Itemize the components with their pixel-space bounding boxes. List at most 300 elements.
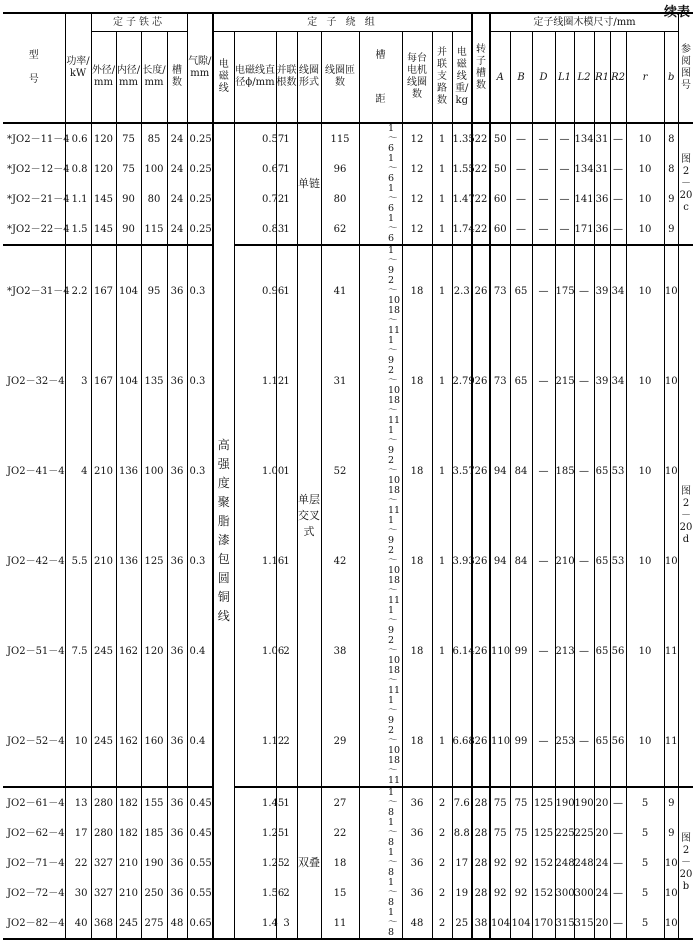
slot-pitch-line: 2～10 (388, 545, 401, 576)
mold-r-cell: 5 (626, 878, 664, 908)
power-cell: 7.5 (65, 606, 91, 696)
coil-turns-cell: 22 (321, 818, 359, 848)
mold-D-cell: 125 (532, 787, 555, 818)
wire-dia-cell: 1.12 (262, 735, 285, 747)
mold-r-cell: 10 (626, 214, 664, 245)
coils-cell: 48 (402, 908, 432, 939)
outer-dia-cell: 280 (91, 787, 116, 818)
slots-cell: 36 (167, 818, 187, 848)
figure-cell: 图2－20d (679, 245, 694, 787)
power-cell: 0.8 (65, 154, 91, 184)
length-cell: 100 (141, 426, 167, 516)
mold-R2-cell: 34 (610, 336, 626, 426)
dia-gap-cell (234, 245, 262, 336)
hdr-inner-dia: 内径/mm (116, 32, 141, 124)
outer-dia-cell: 210 (91, 426, 116, 516)
slot-pitch-line: 1～6 (388, 183, 398, 214)
coil-form-cell: 单层交叉式 (297, 245, 321, 787)
wire-dia-cell: 0.96 (262, 245, 276, 336)
coil-turns-cell: 52 (321, 426, 359, 516)
coil-turns-cell: 29 (321, 696, 359, 787)
hdr-outer-dia: 外径/mm (91, 32, 116, 124)
model-cell: *JO2－31－4 (3, 245, 65, 336)
wire-dia-cell: 0.67 (262, 163, 285, 175)
mold-A-cell: 104 (490, 908, 510, 939)
dia-gap-cell (234, 214, 262, 245)
length-cell: 185 (141, 818, 167, 848)
table-row (3, 336, 693, 426)
mold-L2-cell: 300 (574, 878, 594, 908)
mold-R2-cell: — (610, 818, 626, 848)
hdr-mold: 定子线圈木模尺寸/mm (490, 13, 678, 32)
outer-dia-cell: 280 (91, 818, 116, 848)
hdr-coils-per-motor: 每台电机线圈数 (402, 32, 432, 124)
inner-dia-cell: 182 (116, 818, 141, 848)
mold-L2-cell: — (574, 336, 594, 426)
length-cell: 95 (141, 245, 167, 336)
mold-D-cell: — (532, 336, 555, 426)
mold-A-cell: 60 (490, 214, 510, 245)
coils-cell: 18 (402, 516, 432, 606)
outer-dia-cell: 120 (91, 123, 116, 154)
dia-gap-cell (234, 787, 262, 818)
coil-turns-cell: 11 (321, 908, 359, 939)
mold-R1-cell: 39 (594, 336, 610, 426)
coils-cell: 36 (402, 787, 432, 818)
table-row (3, 214, 693, 245)
mold-R1-cell: 39 (594, 245, 610, 336)
mold-D-cell: — (532, 123, 555, 154)
slot-pitch-cell (386, 123, 402, 154)
slots-cell: 36 (167, 245, 187, 336)
mold-A-cell: 92 (490, 848, 510, 878)
mold-B-cell: 84 (510, 516, 532, 606)
table-row (3, 516, 693, 606)
outer-dia-cell: 245 (91, 696, 116, 787)
mold-L1-cell: 253 (555, 696, 574, 787)
length-cell: 120 (141, 606, 167, 696)
parallel-cell: 1 (276, 336, 297, 426)
mold-A-cell: 50 (490, 154, 510, 184)
model-cell: JO2－72－4 (7, 887, 65, 899)
slot-pitch-line: 2～10 (388, 635, 401, 666)
dia-gap-cell (234, 606, 262, 696)
mold-b-cell: 8 (664, 123, 678, 154)
inner-dia-cell: 136 (116, 426, 141, 516)
mold-B-cell: 99 (510, 606, 532, 696)
mold-R2-cell: 53 (610, 516, 626, 606)
mold-L1-cell: — (555, 154, 574, 184)
rotor-slots-cell: 26 (472, 696, 490, 787)
mold-r-cell: 10 (626, 184, 664, 214)
hdr-mold-L1: L1 (555, 32, 574, 124)
coil-turns-cell: 41 (321, 245, 359, 336)
wire-dia-cell: 1.45 (262, 787, 276, 818)
coil-turns-cell: 27 (321, 787, 359, 818)
dia-gap-cell (234, 848, 262, 878)
outer-dia-cell: 120 (91, 154, 116, 184)
mold-R2-cell: 56 (610, 696, 626, 787)
wire-weight-cell: 3.57 (452, 426, 472, 516)
model-cell: *JO2－11－4 (7, 133, 70, 145)
mold-R2-cell: 56 (610, 606, 626, 696)
hdr-mold-D: D (532, 32, 555, 124)
hdr-slots: 槽数 (167, 32, 187, 124)
mold-L1-cell: 315 (555, 908, 574, 939)
coil-turns-cell: 38 (321, 606, 359, 696)
slot-pitch-line: 1～9 (388, 695, 398, 726)
hdr-slot-pitch: 槽 距 (359, 32, 402, 124)
coils-cell: 18 (402, 336, 432, 426)
dia-gap-cell (234, 154, 262, 184)
mold-R1-cell: 31 (594, 123, 610, 154)
mold-b-cell: 11 (664, 696, 678, 787)
hdr-mold-A: A (490, 32, 510, 124)
mold-r-cell: 5 (626, 787, 664, 818)
airgap-cell: 0.3 (187, 516, 213, 606)
pitch-gap-cell (359, 908, 386, 939)
dia-gap-cell (234, 123, 262, 154)
outer-dia-cell: 167 (91, 245, 116, 336)
mold-A-cell: 73 (490, 336, 510, 426)
airgap-cell: 0.4 (187, 696, 213, 787)
power-cell: 13 (65, 787, 91, 818)
parallel-cell: 1 (276, 516, 297, 606)
mold-B-cell: 99 (510, 696, 532, 787)
slot-pitch-line: 1～8 (388, 907, 398, 938)
slot-pitch-line: 2～10 (388, 365, 401, 396)
parallel-cell: 2 (276, 848, 297, 878)
wire-dia-cell: 1.4 (262, 908, 276, 939)
model-cell: JO2－82－4 (3, 908, 65, 939)
length-cell: 160 (141, 696, 167, 787)
mold-r-cell: 10 (626, 516, 664, 606)
mold-D-cell: 152 (532, 848, 555, 878)
branches-cell: 1 (432, 123, 452, 154)
slot-pitch-line: 2～10 (388, 725, 401, 756)
mold-b-cell: 11 (664, 606, 678, 696)
mold-L1-cell: 190 (555, 787, 574, 818)
airgap-cell: 0.55 (187, 878, 213, 908)
airgap-cell: 0.55 (187, 848, 213, 878)
model-cell: JO2－51－4 (7, 645, 65, 657)
branches-cell: 2 (432, 787, 452, 818)
mold-R1-cell: 65 (594, 696, 610, 787)
mold-B-cell: — (510, 184, 532, 214)
rotor-slots-cell: 28 (472, 818, 490, 848)
rotor-slots-cell: 22 (472, 184, 490, 214)
pitch-gap-cell (359, 818, 386, 848)
coils-cell: 36 (402, 818, 432, 848)
outer-dia-cell: 368 (91, 908, 116, 939)
slot-pitch-line: 18～11 (388, 305, 401, 336)
hdr-mold-R2: R2 (610, 32, 626, 124)
model-cell: *JO2－12－4 (7, 163, 70, 175)
hdr-power: 功率/kW (65, 13, 91, 123)
mold-r-cell: 5 (626, 848, 664, 878)
mold-A-cell: 94 (490, 516, 510, 606)
slot-pitch-cell (386, 787, 402, 818)
slots-cell: 36 (167, 696, 187, 787)
dia-gap-cell (234, 426, 262, 516)
wire-weight-cell: 2.3 (452, 245, 472, 336)
parallel-cell: 2 (276, 606, 297, 696)
mold-R1-cell: 24 (594, 848, 610, 878)
power-cell: 10 (65, 696, 91, 787)
mold-A-cell: 75 (490, 818, 510, 848)
wire-dia-cell: 0.83 (262, 223, 285, 235)
parallel-cell: 1 (276, 245, 297, 336)
branches-cell: 1 (432, 696, 452, 787)
wire-weight-cell: 1.55 (452, 154, 472, 184)
coil-turns-cell: 31 (321, 336, 359, 426)
slots-cell: 36 (167, 878, 187, 908)
table-row (3, 848, 693, 878)
rotor-slots-cell: 28 (472, 787, 490, 818)
mold-D-cell: — (532, 606, 555, 696)
mold-L1-cell: — (555, 184, 574, 214)
mold-D-cell: 125 (532, 818, 555, 848)
slot-pitch-cell (386, 214, 402, 245)
rotor-slots-cell: 22 (472, 214, 490, 245)
rotor-slots-cell: 26 (472, 516, 490, 606)
coils-cell: 18 (402, 606, 432, 696)
mold-A-cell: 73 (490, 245, 510, 336)
table-row (3, 696, 693, 787)
inner-dia-cell: 90 (116, 184, 141, 214)
pitch-gap-cell (359, 787, 386, 818)
inner-dia-cell: 136 (116, 516, 141, 606)
mold-D-cell: — (532, 214, 555, 245)
wire-weight-cell: 19 (452, 878, 472, 908)
mold-B-cell: 65 (510, 245, 532, 336)
slot-pitch-cell (386, 154, 402, 184)
power-cell: 0.6 (65, 123, 91, 154)
wire-weight-cell: 1.74 (452, 214, 472, 245)
slot-pitch-cell (386, 878, 402, 908)
coils-cell: 12 (402, 184, 432, 214)
inner-dia-cell: 104 (116, 245, 141, 336)
hdr-coil-form: 线圈形式 (297, 32, 321, 124)
wire-dia-cell: 1.06 (262, 645, 285, 657)
slot-pitch-line: 1～9 (388, 425, 398, 456)
outer-dia-cell: 167 (91, 336, 116, 426)
branches-cell: 1 (432, 426, 452, 516)
rotor-slots-cell: 22 (472, 154, 490, 184)
pitch-gap-cell (359, 184, 386, 214)
slot-pitch-line: 18～11 (388, 665, 401, 696)
figure-cell: 图2－20c (679, 123, 694, 245)
slots-cell: 24 (167, 214, 187, 245)
wire-weight-cell: 2.79 (452, 336, 472, 426)
hdr-mold-B: B (510, 32, 532, 124)
branches-cell: 2 (432, 818, 452, 848)
mold-R1-cell: 20 (594, 818, 610, 848)
mold-L2-cell: 225 (574, 818, 594, 848)
inner-dia-cell: 210 (116, 848, 141, 878)
slot-pitch-line: 18～11 (388, 575, 401, 606)
dia-gap-cell (234, 184, 262, 214)
mold-R2-cell: — (610, 184, 626, 214)
rotor-slots-cell: 26 (472, 426, 490, 516)
model-cell: JO2－42－4 (7, 555, 65, 567)
mold-L2-cell: — (574, 696, 594, 787)
rotor-slots-cell: 26 (472, 336, 490, 426)
mold-L2-cell: — (574, 245, 594, 336)
mold-L1-cell: 225 (555, 818, 574, 848)
mold-b-cell: 10 (664, 426, 678, 516)
length-cell: 85 (141, 123, 167, 154)
branches-cell: 1 (432, 154, 452, 184)
mold-r-cell: 5 (626, 908, 664, 939)
figure-cell: 图2－20b (679, 787, 694, 939)
mold-L2-cell: — (574, 426, 594, 516)
slots-cell: 36 (167, 606, 187, 696)
outer-dia-cell: 245 (91, 606, 116, 696)
pitch-gap-cell (359, 214, 386, 245)
wire-dia-cell: 1.56 (262, 887, 285, 899)
wire-dia-cell: 1.25 (262, 827, 285, 839)
mold-R1-cell: 20 (594, 908, 610, 939)
table-row (3, 878, 693, 908)
slot-pitch-cell (386, 516, 402, 606)
dia-gap-cell (234, 908, 262, 939)
parallel-cell: 3 (276, 908, 297, 939)
mold-D-cell: 170 (532, 908, 555, 939)
parallel-cell: 1 (276, 184, 297, 214)
length-cell: 190 (141, 848, 167, 878)
mold-R2-cell: 53 (610, 426, 626, 516)
inner-dia-cell: 162 (116, 696, 141, 787)
power-cell: 3 (65, 336, 91, 426)
mold-b-cell: 10 (664, 908, 678, 939)
mold-D-cell: — (532, 696, 555, 787)
model-cell: JO2－32－4 (7, 375, 65, 387)
pitch-gap-cell (359, 154, 386, 184)
airgap-cell: 0.25 (187, 184, 213, 214)
mold-r-cell: 10 (626, 696, 664, 787)
rotor-slots-cell: 38 (472, 908, 490, 939)
power-cell: 1.5 (65, 214, 91, 245)
branches-cell: 2 (432, 878, 452, 908)
slot-pitch-cell (386, 908, 402, 939)
hdr-coil-turns: 线圈匝数 (321, 32, 359, 124)
length-cell: 125 (141, 516, 167, 606)
mold-L2-cell: 134 (574, 123, 594, 154)
mold-D-cell: — (532, 516, 555, 606)
wire-dia-cell: 1.25 (262, 857, 285, 869)
coil-turns-cell: 18 (321, 848, 359, 878)
slot-pitch-line: 18～11 (388, 485, 401, 516)
airgap-cell: 0.4 (187, 606, 213, 696)
mold-b-cell: 8 (664, 154, 678, 184)
hdr-winding: 定 子 绕 组 (213, 13, 472, 32)
coil-form-cell: 双叠 (297, 787, 321, 939)
model-cell: *JO2－21－4 (7, 193, 70, 205)
inner-dia-cell: 104 (116, 336, 141, 426)
dia-gap-cell (234, 336, 262, 426)
mold-L1-cell: 213 (555, 606, 574, 696)
mold-r-cell: 10 (626, 123, 664, 154)
inner-dia-cell: 75 (116, 123, 141, 154)
slot-pitch-cell (386, 184, 402, 214)
power-cell: 40 (65, 908, 91, 939)
model-cell: JO2－61－4 (3, 787, 65, 818)
mold-B-cell: — (510, 214, 532, 245)
power-cell: 2.2 (65, 245, 91, 336)
mold-b-cell: 10 (664, 336, 678, 426)
mold-B-cell: — (510, 123, 532, 154)
coils-cell: 36 (402, 848, 432, 878)
power-cell: 4 (65, 426, 91, 516)
mold-R1-cell: 24 (594, 878, 610, 908)
table-row (3, 787, 693, 818)
table-row (3, 123, 693, 154)
dia-gap-cell (234, 696, 262, 787)
slots-cell: 24 (167, 154, 187, 184)
slots-cell: 36 (167, 426, 187, 516)
power-cell: 22 (65, 848, 91, 878)
hdr-wire-dia: 电磁线直径ϕ/mm (234, 32, 276, 124)
coils-cell: 18 (402, 426, 432, 516)
coil-turns-cell: 62 (321, 214, 359, 245)
mold-L2-cell: 315 (574, 908, 594, 939)
pitch-gap-cell (359, 606, 386, 696)
rotor-slots-cell: 26 (472, 606, 490, 696)
slots-cell: 36 (167, 787, 187, 818)
pitch-gap-cell (359, 878, 386, 908)
mold-B-cell: 92 (510, 848, 532, 878)
outer-dia-cell: 327 (91, 848, 116, 878)
wire-dia-cell: 1.00 (262, 465, 285, 477)
mold-r-cell: 10 (626, 336, 664, 426)
model-cell: JO2－52－4 (7, 735, 65, 747)
slot-pitch-line: 1～9 (388, 605, 398, 636)
coil-turns-cell: 96 (321, 154, 359, 184)
mold-D-cell: — (532, 426, 555, 516)
wire-weight-cell: 3.93 (452, 516, 472, 606)
slot-pitch-line: 1～8 (388, 877, 398, 908)
mold-R2-cell: — (610, 123, 626, 154)
airgap-cell: 0.25 (187, 214, 213, 245)
mold-R1-cell: 20 (594, 787, 610, 818)
slot-pitch-line: 2～10 (388, 455, 401, 486)
mold-B-cell: — (510, 154, 532, 184)
pitch-gap-cell (359, 245, 386, 336)
parallel-cell: 1 (276, 214, 297, 245)
slot-pitch-cell (386, 606, 402, 696)
coils-cell: 36 (402, 878, 432, 908)
slot-pitch-line: 1～9 (388, 515, 398, 546)
pitch-gap-cell (359, 848, 386, 878)
mold-R1-cell: 65 (594, 426, 610, 516)
coil-turns-cell: 42 (321, 516, 359, 606)
slot-pitch-line: 1～8 (388, 847, 398, 878)
coil-form-cell: 单链 (297, 123, 321, 245)
mold-b-cell: 9 (664, 787, 678, 818)
inner-dia-cell: 245 (116, 908, 141, 939)
mold-R2-cell: — (610, 908, 626, 939)
table-row (3, 818, 693, 848)
mold-r-cell: 10 (626, 426, 664, 516)
wire-weight-cell: 6.14 (452, 606, 472, 696)
wire-dia-cell: 1.12 (262, 375, 285, 387)
mold-B-cell: 65 (510, 336, 532, 426)
mold-D-cell: 152 (532, 878, 555, 908)
slot-pitch-line: 1～6 (388, 213, 398, 244)
dia-gap-cell (234, 516, 262, 606)
mold-b-cell: 10 (664, 245, 678, 336)
